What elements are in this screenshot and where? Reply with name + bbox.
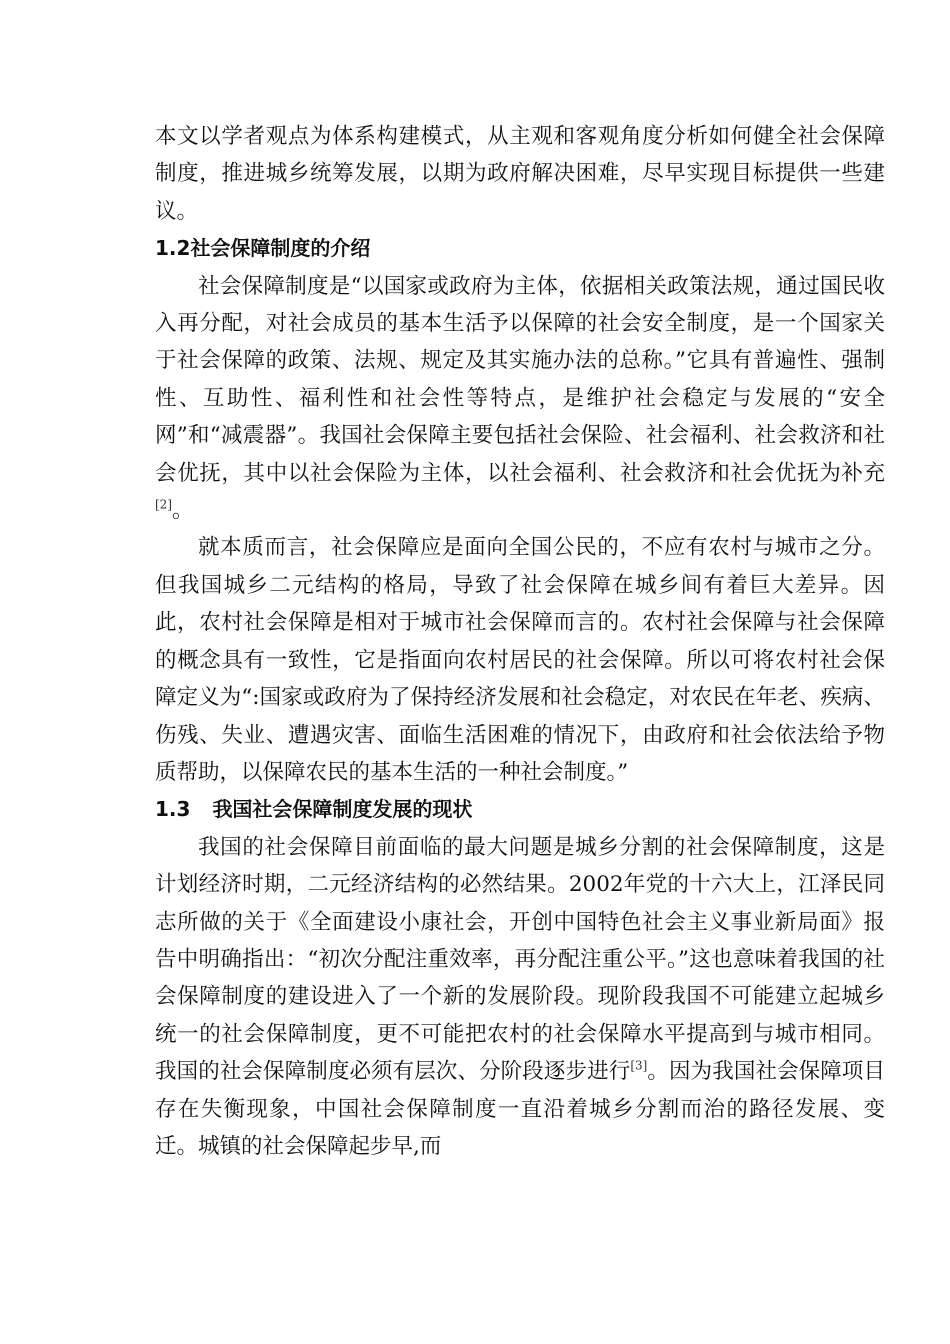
paragraph-social-security-definition xyxy=(155,268,885,530)
section-heading-1-2 xyxy=(155,230,885,267)
section-title: 我国社会保障制度发展的现状 xyxy=(212,797,473,822)
section-number: 1.3 xyxy=(155,797,191,822)
paragraph-text-tail: 。 xyxy=(172,498,194,524)
paragraph-current-situation xyxy=(155,829,885,1166)
citation-reference: [2] xyxy=(155,497,172,512)
paragraph-text: 社会保障制度是“以国家或政府为主体，依据相关政策法规，通过国民收入再分配，对社会成员的基本生活予以保障的社会安全制度，是一个国家关于社会保障的政策、法规、规定及其实施办法的总称。”它具有普遍性、强制性、互助性、福利性和社会性等特点，是维护社会稳定与发展的“安全网”和“减震器”。我国社会保障主要包括社会保险、社会福利、社会救济和社会优抚，其中以社会保险为主体，以社会福利、社会救济和社会优抚为补充 xyxy=(155,273,885,486)
section-heading-1-3 xyxy=(155,791,885,828)
paragraph-rural-social-security: 就本质而言，社会保障应是面向全国公民的，不应有农村与城市之分。但我国城乡二元结构的格局，导致了社会保障在城乡间有着巨大差异。因此，农村社会保障是相对于城市社会保障而言的。农村社会保障与社会保障的概念具有一致性，它是指面向农村居民的社会保障。所以可将农村社会保障定义为“:国家或政府为了保持经济发展和社会稳定，对农民在年老、疾病、伤残、失业、遭遇灾害、面临生活困难的情况下，由政府和社会依法给予物质帮助，以保障农民的基本生活的一种社会制度。” xyxy=(155,535,885,785)
citation-reference: [3] xyxy=(630,1058,648,1073)
intro-paragraph: 本文以学者观点为体系构建模式，从主观和客观角度分析如何健全社会保障制度，推进城乡统筹发展，以期为政府解决困难，尽早实现目标提供一些建议。 xyxy=(155,124,885,224)
section-number: 1.2 xyxy=(155,236,191,261)
document-page xyxy=(155,118,885,1165)
paragraph-text-tail: 。因为我国社会保障项目存在失衡现象，中国社会保障制度一直沿着城乡分割而治的路径发展、变迁。城镇的社会保障起步早,而 xyxy=(155,1059,885,1159)
paragraph-text: 我国的社会保障目前面临的最大问题是城乡分割的社会保障制度，这是计划经济时期，二元经济结构的必然结果。2002年党的十六大上，江泽民同志所做的关于《全面建设小康社会，开创中国特色社会主义事业新局面》报告中明确指出：“初次分配注重效率，再分配注重公平。”这也意味着我国的社会保障制度的建设进入了一个新的发展阶段。现阶段我国不可能建立起城乡统一的社会保障制度，更不可能把农村的社会保障水平提高到与城市相同。我国的社会保障制度必须有层次、分阶段逐步进行 xyxy=(155,834,885,1085)
section-title: 社会保障制度的介绍 xyxy=(190,236,371,261)
